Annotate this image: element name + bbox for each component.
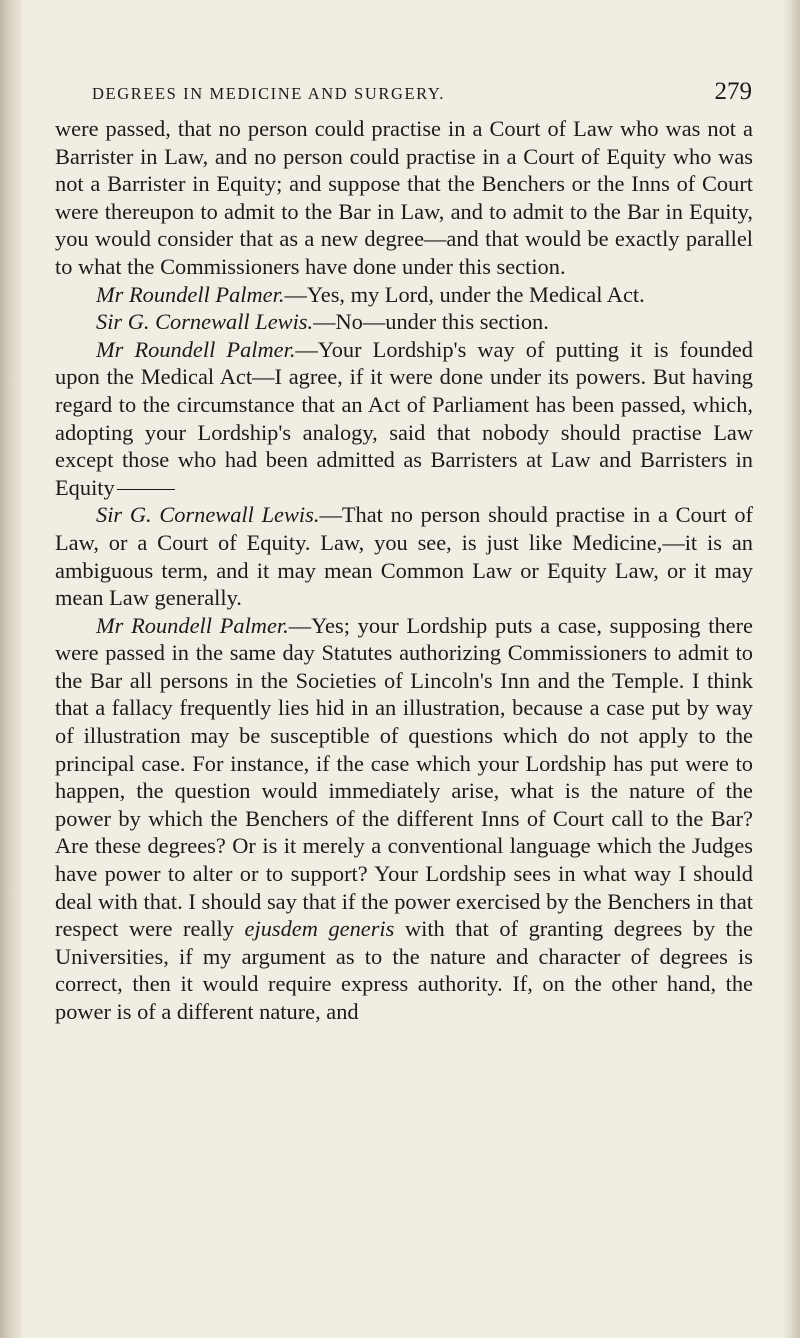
paragraph-speech (55, 612, 753, 1026)
paragraph-text: were passed, that no person could practise in a Court of Law who was not a Barrister in Law, and no person could practise in a Court of Equity who was not a Barrister in Equity; and suppose that the Benchers or the Inns of Court were thereupon to admit to the Bar in Law, and to admit to the Bar in Equity, you would consider that as a new degree—and that would be exactly parallel to what the Commissioners have done under this section. (55, 116, 753, 279)
body-text (55, 115, 753, 1026)
speaker-name: Sir G. Cornewall Lewis. (96, 309, 314, 335)
paragraph-speech (55, 281, 753, 309)
speaker-name: Sir G. Cornewall Lewis. (96, 502, 320, 528)
paragraph-speech (55, 501, 753, 611)
speech-text: —No—under this section. (313, 309, 549, 335)
speaker-name: Mr Roundell Palmer. (96, 612, 289, 638)
page-header (92, 78, 752, 108)
speaker-name: Mr Roundell Palmer. (96, 281, 285, 307)
running-title: DEGREES IN MEDICINE AND SURGERY. (92, 84, 445, 103)
page-gutter-left (0, 0, 22, 1338)
speech-text: —Your Lordship's way of putting it is founded upon the Medical Act—I agree, if it were done under its powers. But having regard to the circumstance that an Act of Parliament has been passed, which, adopting your Lordship's analogy, said that nobody should practise Law except those who had been admitted as Barristers at Law and Barristers in Equity (55, 336, 753, 500)
speech-text: —Yes; your Lordship puts a case, supposing there were passed in the same day Statutes authorizing Commissioners to admit to the Bar all persons in the Societies of Lincoln's Inn and the Temple. I think that a fallacy frequently lies hid in an illustration, because a case put by way of illustration may be susceptible of questions which do not apply to the principal case. For instance, if the case which your Lordship has put were to happen, the question would immediately arise, what is the nature of the power by which the Benchers of the different Inns of Court call to the Bar? Are these degrees? Or is it merely a conventional language which the Judges have power to alter or to support? Your Lordship sees in what way I should deal with that. I should say that if the power exercised by the Benchers in that respect were really (55, 612, 753, 942)
interruption-dash (117, 489, 175, 490)
paragraph-speech (55, 308, 753, 336)
page-edge-right (782, 0, 800, 1338)
speech-text: —That no person should practise in a Court of Law, or a Court of Equity. Law, you see, is just like Medicine,—it is an ambiguous term, and it may mean Common Law or Equity Law, or it may mean Law generally. (55, 502, 753, 611)
paragraph-continuation (55, 115, 753, 281)
speech-text: with that of granting degrees by the Universities, if my argument as to the nature and character of degrees is correct, then it would require express authority. If, on the other hand, the power is of a different nature, and (55, 916, 753, 1024)
speech-text: —Yes, my Lord, under the Medical Act. (284, 281, 645, 307)
speaker-name: Mr Roundell Palmer. (96, 336, 296, 362)
paragraph-speech (55, 336, 753, 502)
page-number: 279 (714, 78, 752, 105)
latin-phrase: ejusdem generis (244, 916, 395, 942)
